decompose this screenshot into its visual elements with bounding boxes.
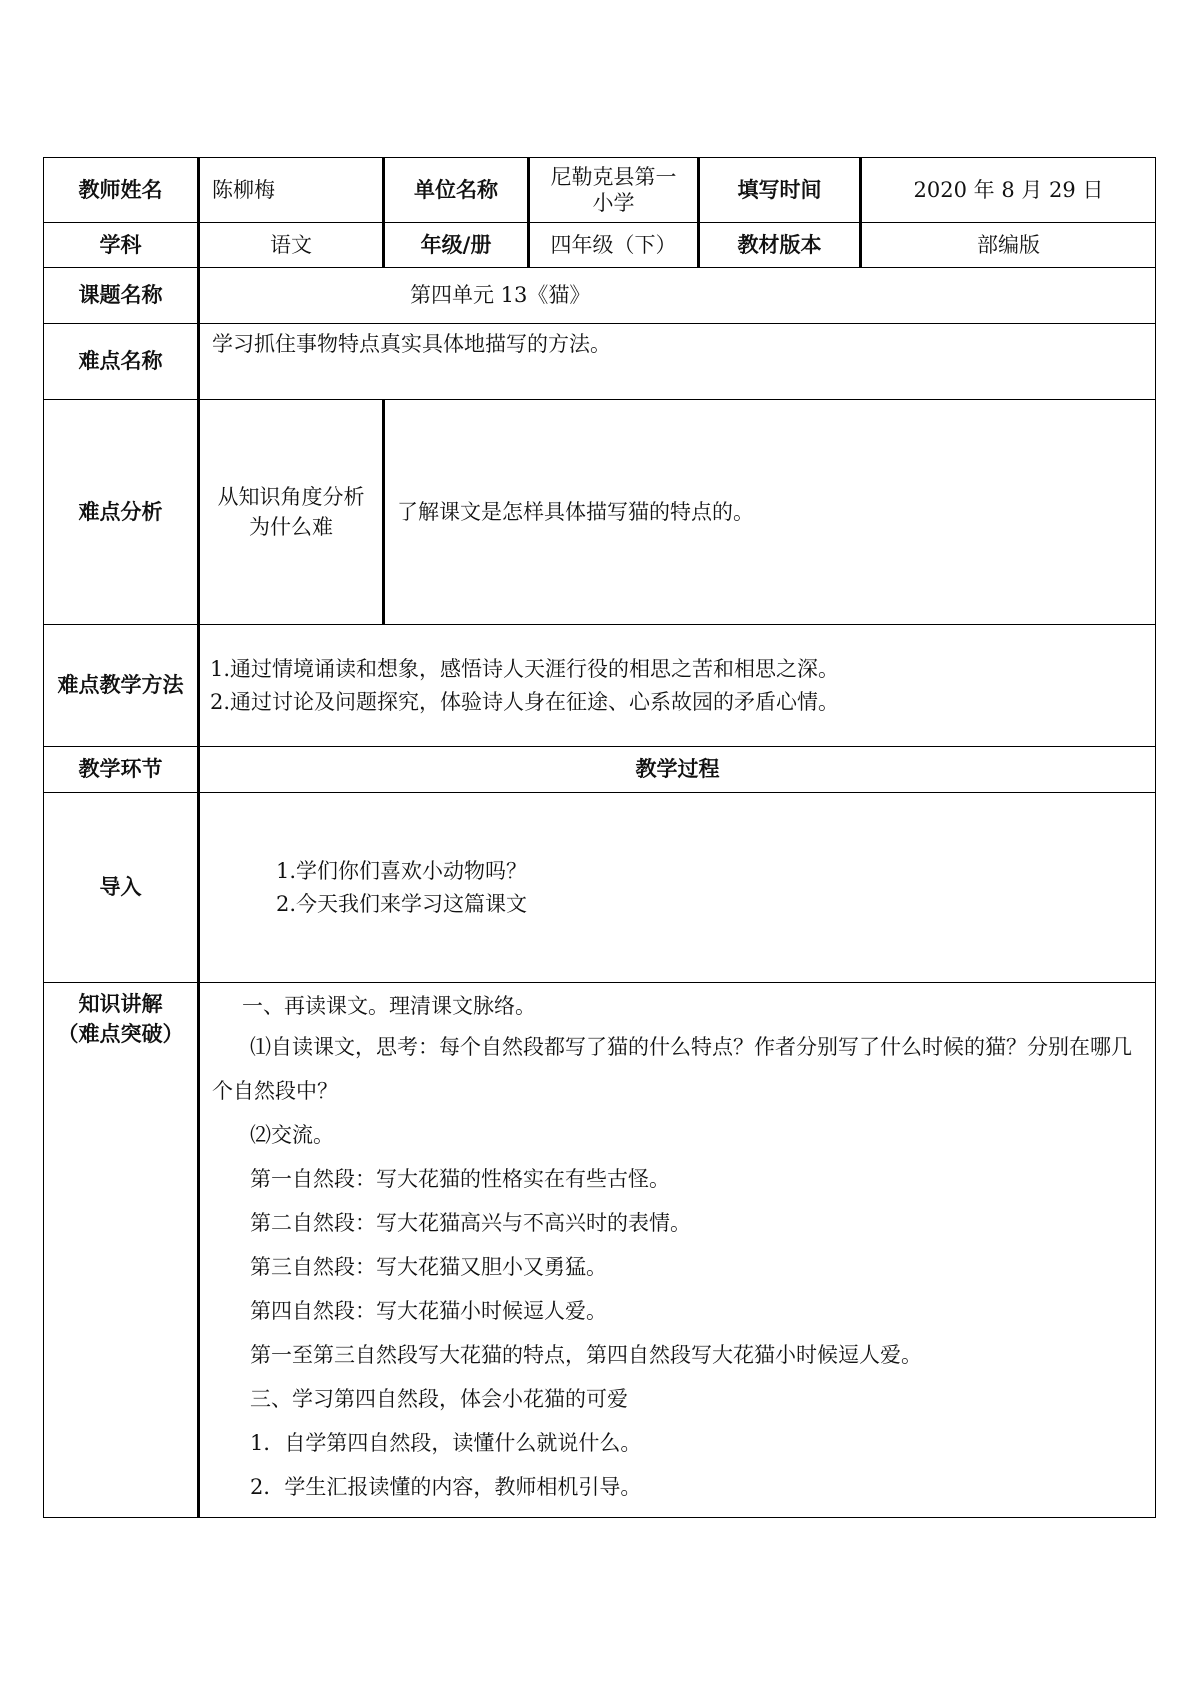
analysis-sub-label: 从知识角度分析为什么难 [199, 400, 384, 625]
lesson-plan-table [43, 157, 1156, 1518]
analysis-row [44, 400, 1156, 625]
method-label: 难点教学方法 [44, 625, 199, 747]
knowledge-label-line-1: 知识讲解 [78, 992, 163, 1016]
knowledge-line-6: 第三自然段：写大花猫又胆小又勇猛。 [250, 1255, 607, 1279]
topic-label: 课题名称 [44, 268, 199, 324]
method-lines [199, 625, 1156, 747]
knowledge-line-11: 2．学生汇报读懂的内容，教师相机引导。 [250, 1475, 642, 1499]
grade-value: 四年级（下） [529, 223, 699, 268]
difficulty-row [44, 324, 1156, 400]
knowledge-row [44, 983, 1156, 1518]
method-line-1: 1.通过情境诵读和想象，感悟诗人天涯行役的相思之苦和相思之深。 [210, 656, 840, 681]
subject-value: 语文 [199, 223, 384, 268]
teacher-label: 教师姓名 [44, 158, 199, 223]
method-row [44, 625, 1156, 747]
knowledge-content [199, 983, 1156, 1518]
topic-row [44, 268, 1156, 324]
grade-label: 年级/册 [384, 223, 529, 268]
lesson-plan-sheet [43, 157, 1155, 1518]
intro-row [44, 793, 1156, 983]
intro-line-1: 1.学们你们喜欢小动物吗？ [276, 858, 528, 883]
intro-lines [199, 793, 1156, 983]
process-step-label: 教学环节 [44, 747, 199, 793]
unit-label: 单位名称 [384, 158, 529, 223]
knowledge-line-8: 第一至第三自然段写大花猫的特点，第四自然段写大花猫小时候逗人爱。 [250, 1343, 922, 1367]
topic-value: 第四单元 13《猫》 [199, 268, 1156, 324]
date-label: 填写时间 [699, 158, 861, 223]
edition-value: 部编版 [861, 223, 1156, 268]
date-value: 2020 年 8 月 29 日 [861, 158, 1156, 223]
knowledge-line-10: 1．自学第四自然段，读懂什么就说什么。 [250, 1431, 642, 1455]
analysis-label: 难点分析 [44, 400, 199, 625]
difficulty-value: 学习抓住事物特点真实具体地描写的方法。 [199, 324, 1156, 400]
knowledge-line-4: 第一自然段：写大花猫的性格实在有些古怪。 [250, 1167, 670, 1191]
knowledge-line-9: 三、学习第四自然段，体会小花猫的可爱 [250, 1387, 628, 1411]
knowledge-label [44, 983, 199, 1518]
analysis-value: 了解课文是怎样具体描写猫的特点的。 [384, 400, 1156, 625]
unit-value: 尼勒克县第一小学 [529, 158, 699, 223]
knowledge-line-1: 一、再读课文。理清课文脉络。 [242, 994, 536, 1018]
intro-line-2: 2.今天我们来学习这篇课文 [276, 891, 528, 916]
knowledge-line-5: 第二自然段：写大花猫高兴与不高兴时的表情。 [250, 1211, 691, 1235]
intro-label: 导入 [44, 793, 199, 983]
edition-label: 教材版本 [699, 223, 861, 268]
teacher-value: 陈柳梅 [199, 158, 384, 223]
header-row-2 [44, 223, 1156, 268]
process-label: 教学过程 [199, 747, 1156, 793]
knowledge-line-3: ⑵交流。 [250, 1123, 334, 1147]
knowledge-label-line-2: （难点突破） [57, 1022, 184, 1047]
subject-label: 学科 [44, 223, 199, 268]
method-line-2: 2.通过讨论及问题探究，体验诗人身在征途、心系故园的矛盾心情。 [210, 689, 840, 714]
knowledge-line-2: ⑴自读课文，思考：每个自然段都写了猫的什么特点？作者分别写了什么时候的猫？分别在哪几个自然段中？ [212, 1035, 1132, 1103]
header-row-1 [44, 158, 1156, 223]
process-header-row [44, 747, 1156, 793]
knowledge-line-7: 第四自然段：写大花猫小时候逗人爱。 [250, 1299, 607, 1323]
difficulty-label: 难点名称 [44, 324, 199, 400]
